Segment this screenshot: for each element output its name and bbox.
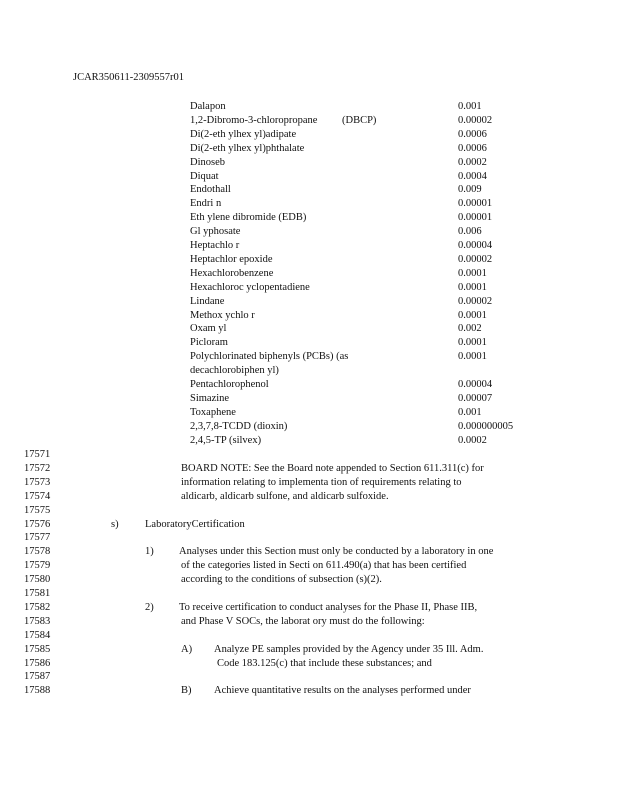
subsection-title: LaboratoryCertification bbox=[145, 519, 245, 530]
subsection-label: s) bbox=[111, 519, 119, 530]
contaminant-mcl-value: 0.00007 bbox=[458, 392, 493, 404]
contaminant-mcl-value: 0.0001 bbox=[458, 267, 487, 279]
line-number: 17587 bbox=[24, 671, 51, 683]
paragraph-1-label: 1) bbox=[145, 546, 154, 557]
line-number: 17576 bbox=[24, 518, 51, 530]
contaminant-mcl-value: 0.0002 bbox=[458, 434, 487, 446]
contaminant-mcl-value: 0.0001 bbox=[458, 337, 487, 349]
contaminant-abbrev: (DBCP) bbox=[342, 114, 377, 126]
line-number: 17579 bbox=[24, 560, 51, 572]
contaminant-name: Heptachlor epoxide bbox=[190, 253, 273, 265]
paragraph-2-line-1: To receive certification to conduct analyses for the Phase II, Phase IIB, bbox=[179, 602, 478, 613]
contaminant-name: Lindane bbox=[190, 295, 225, 307]
item-a-label: A) bbox=[181, 644, 193, 655]
contaminant-mcl-value: 0.0002 bbox=[458, 156, 487, 168]
contaminant-mcl-value: 0.002 bbox=[458, 323, 482, 335]
line-number: 17585 bbox=[24, 643, 51, 655]
contaminant-mcl-value: 0.001 bbox=[458, 101, 482, 112]
item-a-line-2: Code 183.125(c) that include these substances; and bbox=[217, 658, 432, 669]
contaminant-name: Dinoseb bbox=[190, 156, 225, 168]
contaminant-name: Oxam yl bbox=[190, 323, 227, 335]
contaminant-mcl-value: 0.0006 bbox=[458, 128, 487, 140]
line-number: 17577 bbox=[24, 532, 51, 544]
board-note-line-1: BOARD NOTE: See the Board note appended to Section 611.311(c) for bbox=[181, 463, 484, 474]
line-number: 17571 bbox=[24, 449, 51, 460]
contaminant-mcl-value: 0.0001 bbox=[458, 309, 487, 321]
line-number: 17584 bbox=[24, 629, 51, 641]
contaminant-name: Toxaphene bbox=[190, 406, 236, 418]
contaminant-name: Hexachloroc yclopentadiene bbox=[190, 281, 310, 293]
contaminant-name: Picloram bbox=[190, 337, 228, 349]
line-number: 17588 bbox=[24, 685, 51, 697]
contaminant-name: Endri n bbox=[190, 198, 222, 210]
contaminant-mcl-value: 0.00002 bbox=[458, 253, 493, 265]
contaminant-name: decachlorobiphen yl) bbox=[190, 365, 279, 377]
contaminant-name: Simazine bbox=[190, 392, 230, 404]
contaminant-mcl-value: 0.000000005 bbox=[458, 420, 514, 432]
line-number: 17573 bbox=[24, 476, 51, 488]
paragraph-2-line-2: and Phase V SOCs, the laborat ory must do the following: bbox=[181, 616, 425, 627]
contaminant-name: Eth ylene dibromide (EDB) bbox=[190, 212, 307, 224]
contaminant-mcl-value: 0.00001 bbox=[458, 198, 493, 210]
board-note-line-2: information relating to implementa tion of requirements relating to bbox=[181, 477, 462, 488]
contaminant-mcl-value: 0.00004 bbox=[458, 379, 493, 390]
contaminant-mcl-value: 0.009 bbox=[458, 184, 482, 196]
contaminant-name: Endothall bbox=[190, 184, 231, 196]
contaminant-name: Polychlorinated biphenyls (PCBs) (as bbox=[190, 351, 349, 363]
item-b-label: B) bbox=[181, 685, 192, 696]
line-number: 17586 bbox=[24, 657, 51, 669]
line-number: 17578 bbox=[24, 546, 51, 558]
paragraph-1-line-2: of the categories listed in Secti on 611.490(a) that has been certified bbox=[181, 560, 467, 571]
line-number: 17572 bbox=[24, 462, 51, 474]
line-number: 17582 bbox=[24, 601, 51, 613]
contaminant-name: Di(2-eth ylhex yl)phthalate bbox=[190, 142, 305, 154]
contaminant-mcl-value: 0.00002 bbox=[458, 295, 493, 307]
contaminant-mcl-value: 0.001 bbox=[458, 406, 482, 418]
paragraph-1-line-3: according to the conditions of subsection (s)(2). bbox=[181, 574, 382, 585]
contaminant-mcl-value: 0.00001 bbox=[458, 212, 493, 224]
line-number: 17583 bbox=[24, 615, 51, 627]
board-note-line-3: aldicarb, aldicarb sulfone, and aldicarb sulfoxide. bbox=[181, 491, 389, 502]
contaminant-name: Gl yphosate bbox=[190, 226, 241, 238]
contaminant-name: Heptachlo r bbox=[190, 240, 240, 251]
contaminant-name: Di(2-eth ylhex yl)adipate bbox=[190, 128, 297, 140]
contaminant-mcl-value: 0.0001 bbox=[458, 281, 487, 293]
item-b-line-1: Achieve quantitative results on the analyses performed under bbox=[214, 685, 471, 696]
item-a-line-1: Analyze PE samples provided by the Agency under 35 Ill. Adm. bbox=[214, 644, 484, 655]
paragraph-1-line-1: Analyses under this Section must only be conducted by a laboratory in one bbox=[179, 546, 494, 557]
document-id: JCAR350611-2309557r01 bbox=[73, 72, 185, 83]
contaminant-name: Methox ychlo r bbox=[190, 309, 255, 321]
contaminant-name: Hexachlorobenzene bbox=[190, 267, 274, 279]
contaminant-mcl-value: 0.0004 bbox=[458, 170, 487, 182]
line-number: 17581 bbox=[24, 588, 51, 599]
contaminant-name: 2,3,7,8-TCDD (dioxin) bbox=[190, 420, 288, 432]
contaminant-name: 1,2-Dibromo-3-chloropropane bbox=[190, 114, 318, 126]
contaminant-mcl-value: 0.00002 bbox=[458, 114, 493, 126]
contaminant-mcl-value: 0.00004 bbox=[458, 240, 493, 251]
line-number: 17575 bbox=[24, 504, 51, 516]
paragraph-2-label: 2) bbox=[145, 602, 154, 613]
contaminant-mcl-value: 0.0006 bbox=[458, 142, 487, 154]
line-number: 17580 bbox=[24, 574, 51, 586]
contaminant-name: Diquat bbox=[190, 170, 219, 182]
contaminant-mcl-value: 0.006 bbox=[458, 226, 482, 238]
contaminant-name: Pentachlorophenol bbox=[190, 379, 269, 390]
contaminant-name: Dalapon bbox=[190, 101, 226, 112]
contaminant-name: 2,4,5-TP (silvex) bbox=[190, 434, 262, 446]
contaminant-mcl-value: 0.0001 bbox=[458, 351, 487, 363]
line-number: 17574 bbox=[24, 490, 51, 502]
